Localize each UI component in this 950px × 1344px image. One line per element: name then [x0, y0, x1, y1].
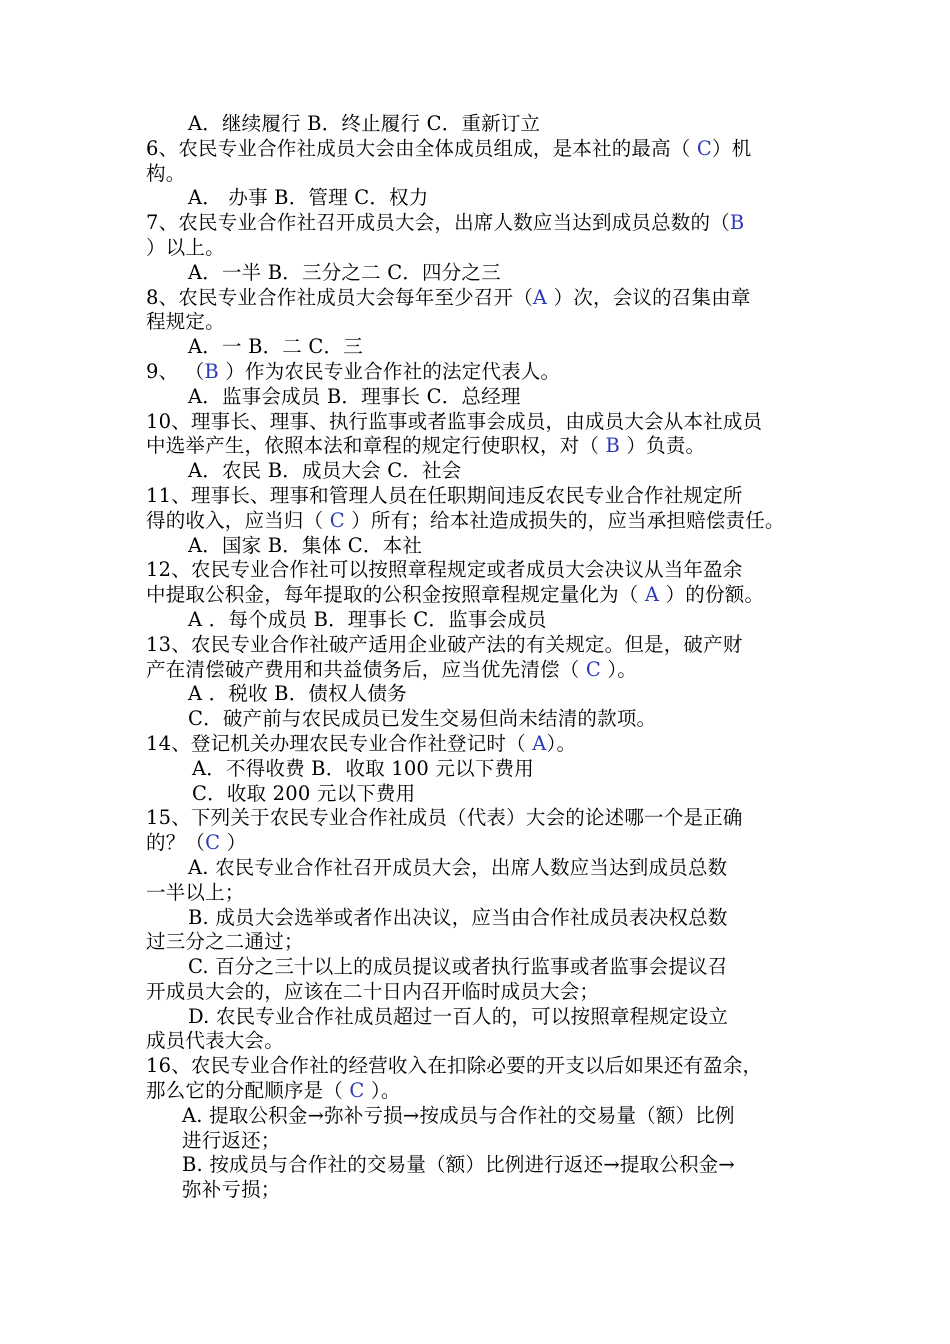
line-text: 14、登记机关办理农民专业合作社登记时（: [146, 731, 533, 755]
line-text: A ．税收 B．债权人债务: [188, 682, 407, 706]
text-line: [0, 831, 950, 856]
answer-letter: C: [205, 831, 221, 855]
line-text: A. 农民专业合作社召开成员大会，出席人数应当达到成员总数: [188, 855, 728, 879]
text-line: [0, 906, 950, 931]
answer-letter: C: [329, 508, 345, 532]
text-line: [0, 732, 950, 757]
line-text: A． 办事 B．管理 C．权力: [188, 186, 429, 210]
line-text: A．一 B．二 C．三: [188, 335, 363, 359]
line-text: A．农民 B．成员大会 C．社会: [188, 459, 462, 483]
text-line: [0, 310, 950, 335]
answer-letter: C: [696, 136, 713, 160]
answer-letter: B: [605, 434, 621, 458]
line-text: ）。: [600, 657, 637, 681]
line-text: 一半以上；: [146, 880, 245, 904]
line-text: ）的份额。: [659, 583, 765, 607]
text-line: [0, 112, 950, 137]
text-line: [0, 955, 950, 980]
line-text: 9、 （: [146, 359, 205, 383]
line-text: 11、理事长、理事和管理人员在任职期间违反农民专业合作社规定所: [146, 483, 743, 507]
line-text: 12、农民专业合作社可以按照章程规定或者成员大会决议从当年盈余: [146, 558, 743, 582]
line-text: ）次，会议的召集由章: [547, 285, 751, 309]
text-line: [0, 484, 950, 509]
line-text: 产在清偿破产费用和共益债务后，应当优先清偿（: [146, 657, 586, 681]
text-line: [0, 335, 950, 360]
text-line: [0, 1129, 950, 1154]
text-line: [0, 658, 950, 683]
text-line: [0, 757, 950, 782]
text-line: [0, 1005, 950, 1030]
text-line: [0, 410, 950, 435]
text-line: [0, 1079, 950, 1104]
line-text: C. 百分之三十以上的成员提议或者执行监事或者监事会提议召: [188, 955, 728, 979]
text-line: [0, 782, 950, 807]
text-line: [0, 360, 950, 385]
line-text: C．收取 200 元以下费用: [192, 781, 416, 805]
text-line: [0, 608, 950, 633]
text-line: [0, 1054, 950, 1079]
text-line: [0, 558, 950, 583]
line-text: 10、理事长、理事、执行监事或者监事会成员，由成员大会从本社成员: [146, 409, 763, 433]
answer-letter: A: [532, 285, 548, 309]
text-line: [0, 806, 950, 831]
line-text: ）所有；给本社造成损失的，应当承担赔偿责任。: [344, 508, 785, 532]
line-text: 得的收入，应当归（: [146, 508, 330, 532]
line-text: ）: [220, 831, 247, 855]
text-line: [0, 385, 950, 410]
line-text: 弥补亏损；: [182, 1178, 281, 1202]
line-text: B. 按成员与合作社的交易量（额）比例进行返还→提取公积金→: [182, 1153, 735, 1177]
text-line: [0, 980, 950, 1005]
line-text: 程规定。: [146, 310, 225, 334]
text-line: [0, 930, 950, 955]
line-text: 的？（: [146, 831, 206, 855]
text-line: [0, 1153, 950, 1178]
line-text: 13、农民专业合作社破产适用企业破产法的有关规定。但是，破产财: [146, 632, 743, 656]
line-text: C．破产前与农民成员已发生交易但尚未结清的款项。: [188, 707, 657, 731]
answer-letter: C: [585, 657, 601, 681]
line-text: 16、农民专业合作社的经营收入在扣除必要的开支以后如果还有盈余，: [146, 1054, 763, 1078]
line-text: 过三分之二通过；: [146, 930, 304, 954]
text-line: [0, 707, 950, 732]
answer-letter: A: [644, 583, 660, 607]
line-text: 7、农民专业合作社召开成员大会，出席人数应当达到成员总数的（: [146, 211, 730, 235]
text-line: [0, 856, 950, 881]
line-text: A．一半 B．三分之二 C．四分之三: [188, 260, 501, 284]
text-line: [0, 534, 950, 559]
text-line: [0, 682, 950, 707]
text-line: [0, 286, 950, 311]
line-text: A. 提取公积金→弥补亏损→按成员与合作社的交易量（额）比例: [182, 1103, 735, 1127]
answer-letter: B: [204, 359, 219, 383]
text-line: [0, 211, 950, 236]
line-text: ）。: [364, 1079, 401, 1103]
line-text: A ．每个成员 B．理事长 C．监事会成员: [188, 607, 547, 631]
line-text: 进行返还；: [182, 1128, 281, 1152]
text-line: [0, 1178, 950, 1203]
line-text: D. 农民专业合作社成员超过一百人的，可以按照章程规定设立: [188, 1004, 729, 1028]
line-text: 成员代表大会。: [146, 1029, 284, 1053]
line-text: A．继续履行 B．终止履行 C．重新订立: [188, 112, 541, 135]
line-text: A．不得收费 B．收取 100 元以下费用: [192, 756, 534, 780]
line-text: ）负责。: [620, 434, 706, 458]
text-line: [0, 162, 950, 187]
line-text: 构。: [146, 161, 186, 185]
line-text: ）以上。: [146, 235, 225, 259]
line-text: 开成员大会的，应该在二十日内召开临时成员大会；: [146, 979, 600, 1003]
text-line: [0, 434, 950, 459]
text-line: [0, 509, 950, 534]
line-text: 中提取公积金，每年提取的公积金按照章程规定量化为（: [146, 583, 645, 607]
document-page: [0, 112, 950, 1203]
line-text: 那么它的分配顺序是（: [146, 1079, 350, 1103]
line-text: ）作为农民专业合作社的法定代表人。: [218, 359, 561, 383]
text-line: [0, 1029, 950, 1054]
text-line: [0, 633, 950, 658]
answer-letter: C: [349, 1079, 365, 1103]
text-line: [0, 1104, 950, 1129]
answer-letter: B: [729, 211, 745, 235]
text-line: [0, 881, 950, 906]
answer-letter: A: [532, 731, 547, 755]
line-text: 8、农民专业合作社成员大会每年至少召开（: [146, 285, 533, 309]
text-line: [0, 459, 950, 484]
text-line: [0, 261, 950, 286]
text-line: [0, 583, 950, 608]
line-text: ）机: [712, 136, 752, 160]
text-line: [0, 186, 950, 211]
line-text: 6、农民专业合作社成员大会由全体成员组成，是本社的最高（: [146, 136, 697, 160]
line-text: A．监事会成员 B．理事长 C．总经理: [188, 384, 521, 408]
line-text: 15、下列关于农民专业合作社成员（代表）大会的论述哪一个是正确: [146, 806, 743, 830]
line-text: A．国家 B．集体 C．本社: [188, 533, 423, 557]
line-text: 中选举产生，依照本法和章程的规定行使职权，对（: [146, 434, 606, 458]
text-line: [0, 137, 950, 162]
line-text: ）。: [546, 731, 577, 755]
text-line: [0, 236, 950, 261]
line-text: B. 成员大会选举或者作出决议，应当由合作社成员表决权总数: [188, 905, 728, 929]
